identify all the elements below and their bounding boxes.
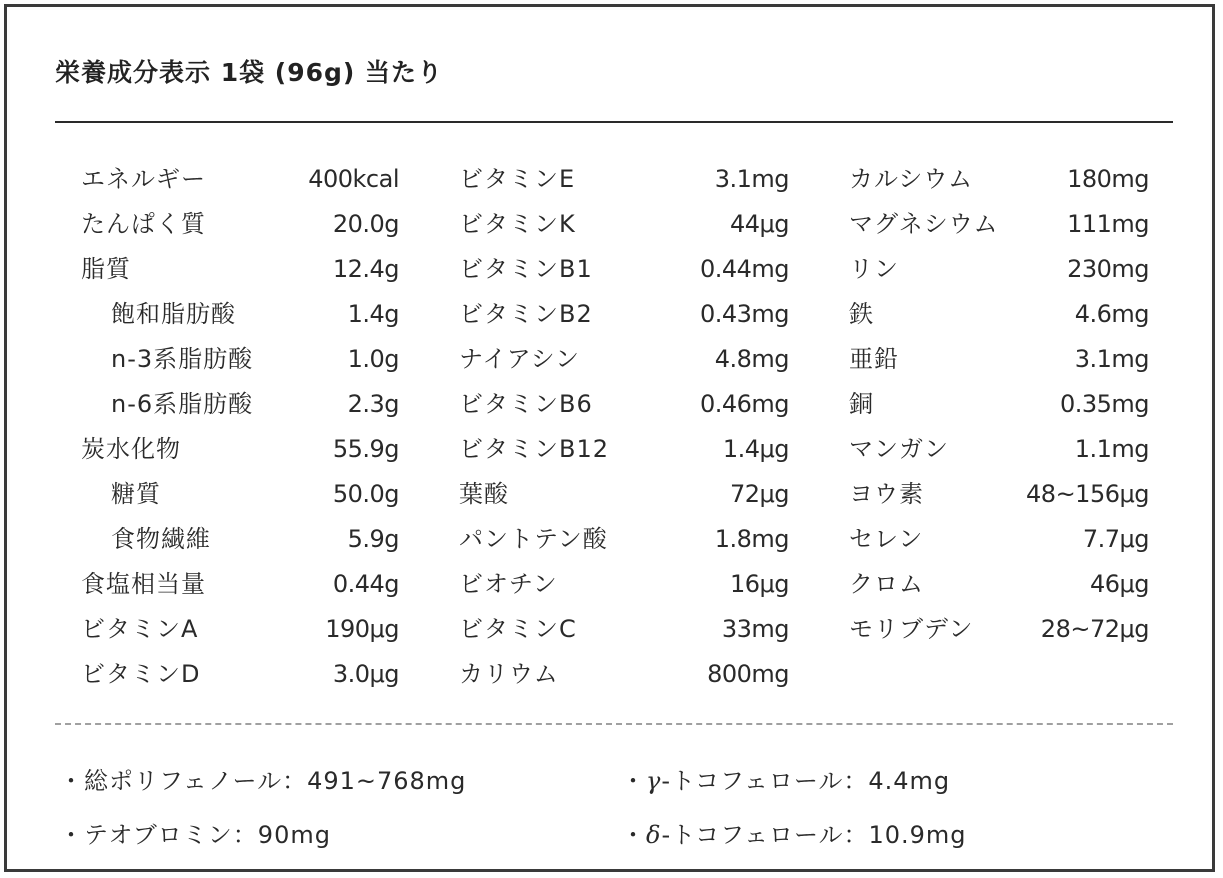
note-bullet: ・: [621, 821, 646, 849]
nutrient-row: [849, 427, 1149, 472]
nutrient-value: 4.6mg: [1074, 300, 1149, 328]
nutrient-name: カルシウム: [849, 165, 974, 193]
nutrient-value: 0.35mg: [1059, 390, 1149, 418]
nutrient-row: [459, 337, 789, 382]
nutrient-value: 3.1mg: [714, 165, 789, 193]
label-title: 栄養成分表示 1袋 (96g) 当たり: [55, 58, 444, 87]
nutrient-name: 食物繊維: [111, 525, 211, 553]
note-delta-tocopherol: [621, 815, 967, 850]
nutrient-value: 4.8mg: [714, 345, 789, 373]
nutrient-name: ビタミンK: [459, 210, 576, 238]
nutrient-value: 1.0g: [347, 345, 399, 373]
nutrient-name: ビタミンB1: [459, 255, 593, 283]
nutrient-row: [459, 517, 789, 562]
nutrient-value: 33mg: [721, 615, 789, 643]
nutrient-row: [849, 292, 1149, 337]
nutrition-label-panel: [4, 4, 1215, 872]
nutrient-value: 55.9g: [332, 435, 399, 463]
nutrient-row: [81, 292, 399, 337]
nutrient-row: [459, 652, 789, 697]
gamma-symbol: γ: [646, 767, 662, 795]
nutrient-row: [849, 337, 1149, 382]
nutrient-value: 44μg: [729, 210, 789, 238]
nutrient-name: ビタミンB2: [459, 300, 593, 328]
nutrient-name: マンガン: [849, 435, 949, 463]
nutrient-row: [849, 517, 1149, 562]
nutrient-value: 3.0μg: [332, 660, 399, 688]
nutrient-row: [459, 562, 789, 607]
nutrient-value: 1.4μg: [722, 435, 789, 463]
nutrient-column-3: [849, 157, 1149, 652]
nutrient-row: [81, 247, 399, 292]
nutrient-value: 111mg: [1067, 210, 1149, 238]
nutrient-value: 1.8mg: [714, 525, 789, 553]
nutrient-name: ビタミンB6: [459, 390, 593, 418]
nutrient-name: マグネシウム: [849, 210, 999, 238]
nutrient-row: [849, 607, 1149, 652]
nutrient-value: 16μg: [729, 570, 789, 598]
nutrient-value: 0.46mg: [699, 390, 789, 418]
nutrient-row: [459, 382, 789, 427]
nutrient-row: [81, 337, 399, 382]
note-delta-text: -トコフェロール：10.9mg: [661, 821, 967, 849]
nutrient-name: 食塩相当量: [81, 570, 206, 598]
nutrient-value: 1.1mg: [1074, 435, 1149, 463]
nutrient-row: [81, 562, 399, 607]
nutrient-value: 72μg: [729, 480, 789, 508]
nutrient-name: n-3系脂肪酸: [111, 345, 254, 373]
nutrient-row: [849, 382, 1149, 427]
nutrient-value: 20.0g: [332, 210, 399, 238]
nutrient-name: 鉄: [849, 300, 874, 328]
nutrient-value: 7.7μg: [1082, 525, 1149, 553]
note-bullet: ・: [621, 767, 646, 795]
note-theobromine: ・テオブロミン：90mg: [59, 821, 331, 849]
nutrient-row: [459, 202, 789, 247]
nutrient-row: [459, 247, 789, 292]
nutrient-row: [459, 292, 789, 337]
nutrient-name: 葉酸: [459, 480, 509, 508]
nutrient-value: 48~156μg: [1026, 480, 1149, 508]
nutrient-row: [849, 202, 1149, 247]
nutrient-value: 12.4g: [332, 255, 399, 283]
nutrient-name: 亜鉛: [849, 345, 899, 373]
nutrient-value: 230mg: [1067, 255, 1149, 283]
nutrient-row: [81, 517, 399, 562]
nutrient-name: 炭水化物: [81, 435, 181, 463]
nutrient-name: ビタミンD: [81, 660, 201, 688]
nutrient-value: 3.1mg: [1074, 345, 1149, 373]
nutrient-value: 180mg: [1067, 165, 1149, 193]
nutrient-name: ビタミンC: [459, 615, 577, 643]
nutrient-name: n-6系脂肪酸: [111, 390, 254, 418]
nutrient-row: [849, 247, 1149, 292]
nutrient-name: ナイアシン: [459, 345, 581, 373]
nutrient-row: [459, 607, 789, 652]
nutrient-row: [459, 427, 789, 472]
nutrient-row: [81, 607, 399, 652]
nutrient-value: 2.3g: [347, 390, 399, 418]
note-gamma-text: -トコフェロール：4.4mg: [661, 767, 951, 795]
nutrient-value: 1.4g: [347, 300, 399, 328]
notes-divider: [55, 723, 1173, 725]
nutrient-row: [849, 472, 1149, 517]
nutrient-name: ビタミンB12: [459, 435, 610, 463]
nutrient-row: [81, 202, 399, 247]
note-polyphenol: ・総ポリフェノール：491~768mg: [59, 767, 467, 795]
nutrient-name: エネルギー: [81, 165, 206, 193]
nutrient-row: [81, 472, 399, 517]
nutrient-name: 銅: [849, 390, 874, 418]
nutrient-row: [849, 157, 1149, 202]
nutrient-value: 400kcal: [308, 165, 399, 193]
nutrient-value: 28~72μg: [1040, 615, 1149, 643]
nutrient-column-2: [459, 157, 789, 697]
nutrient-value: 800mg: [707, 660, 789, 688]
nutrient-row: [81, 382, 399, 427]
nutrient-row: [849, 562, 1149, 607]
nutrient-name: リン: [849, 255, 899, 283]
nutrient-name: セレン: [849, 525, 924, 553]
nutrient-row: [459, 157, 789, 202]
nutrient-value: 0.43mg: [699, 300, 789, 328]
nutrient-name: 糖質: [111, 480, 161, 508]
nutrient-name: パントテン酸: [459, 525, 608, 553]
nutrient-value: 0.44g: [332, 570, 399, 598]
nutrient-value: 0.44mg: [699, 255, 789, 283]
nutrient-value: 190μg: [325, 615, 399, 643]
nutrient-name: ビタミンA: [81, 615, 199, 643]
nutrient-name: 飽和脂肪酸: [111, 300, 236, 328]
title-divider: [55, 121, 1173, 123]
nutrient-name: クロム: [849, 570, 924, 598]
nutrient-name: モリブデン: [849, 615, 974, 643]
nutrient-name: ヨウ素: [849, 480, 924, 508]
nutrient-value: 50.0g: [332, 480, 399, 508]
nutrient-name: たんぱく質: [81, 210, 206, 238]
nutrient-row: [459, 472, 789, 517]
nutrient-value: 5.9g: [347, 525, 399, 553]
nutrient-row: [81, 427, 399, 472]
nutrient-row: [81, 652, 399, 697]
nutrient-value: 46μg: [1089, 570, 1149, 598]
nutrient-name: カリウム: [459, 660, 559, 688]
nutrient-name: 脂質: [81, 255, 131, 283]
nutrient-column-1: [81, 157, 399, 697]
note-gamma-tocopherol: [621, 761, 950, 796]
nutrient-name: ビタミンE: [459, 165, 576, 193]
nutrient-name: ビオチン: [459, 570, 558, 598]
delta-symbol: δ: [646, 821, 662, 849]
nutrient-row: [81, 157, 399, 202]
